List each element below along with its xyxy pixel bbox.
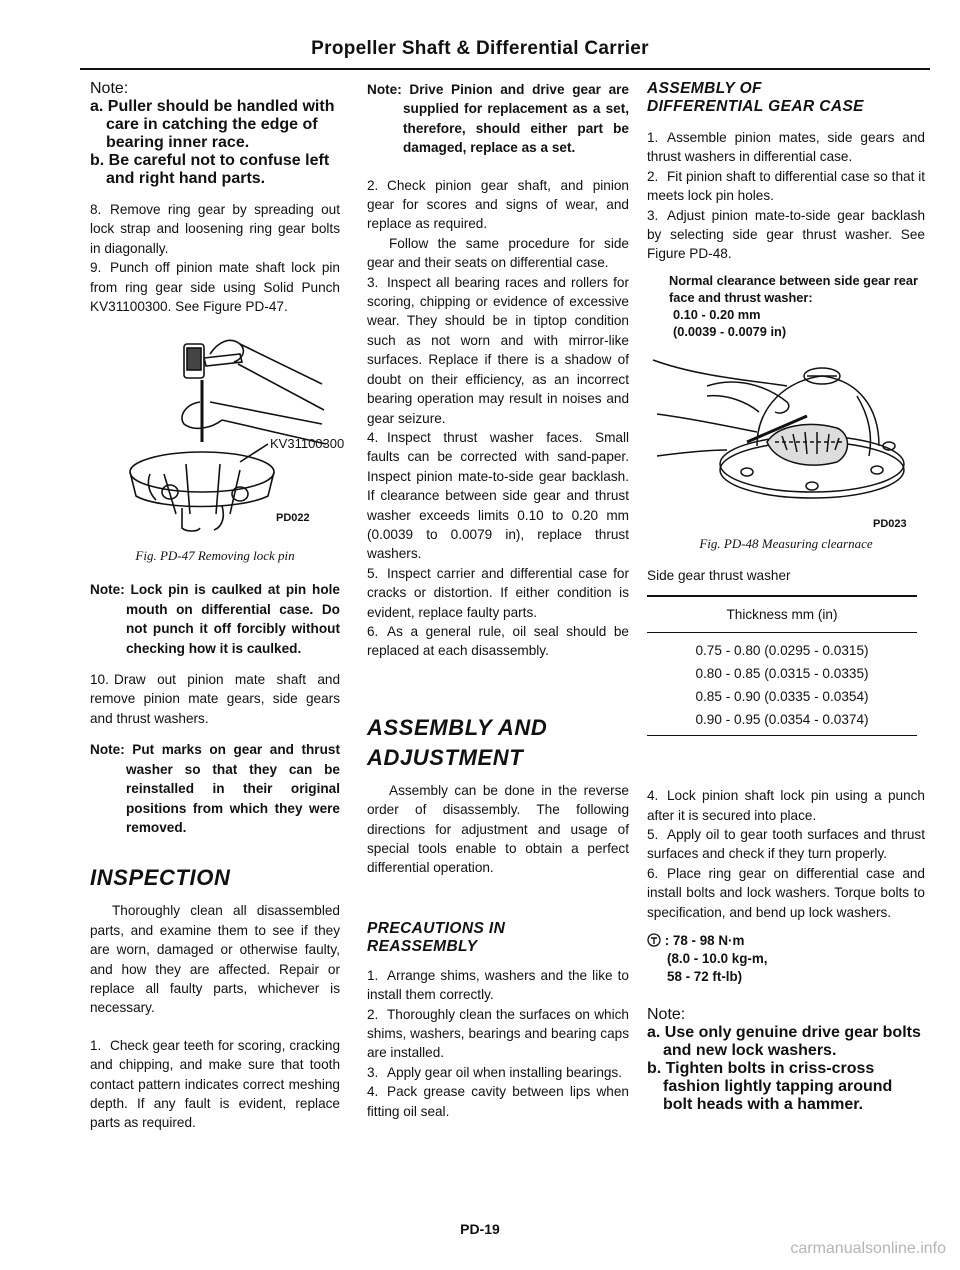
precaution-2 bbox=[367, 1005, 629, 1063]
step-number: 3. bbox=[647, 207, 659, 223]
step-number: 4. bbox=[647, 788, 659, 804]
watermark: carmanualsonline.info bbox=[790, 1240, 946, 1257]
figure-caption: Fig. PD-48 Measuring clearnace bbox=[699, 535, 873, 551]
note-label: Note: bbox=[647, 1006, 686, 1024]
step-text: Thoroughly clean the surfaces on which shims, washers, bearings and bearing caps are installed. bbox=[367, 1006, 629, 1061]
step-text: Apply oil to gear tooth surfaces and thrust surfaces and check if they turn properly. bbox=[647, 827, 925, 862]
header-rule bbox=[80, 68, 930, 70]
gear-case-step-5 bbox=[647, 825, 925, 864]
note-puller bbox=[90, 80, 340, 188]
clearance-spec bbox=[647, 272, 925, 340]
figure-pd48 bbox=[647, 346, 925, 556]
column-left bbox=[90, 80, 345, 1133]
figure-pd47 bbox=[90, 324, 345, 564]
clearance-spec-label: Normal clearance between side gear rear face and thrust washer: bbox=[669, 272, 918, 305]
torque-value: : 78 - 98 N·m bbox=[664, 933, 745, 949]
precautions-title bbox=[367, 920, 629, 956]
page-number: PD-19 bbox=[460, 1221, 500, 1237]
inspection-title: INSPECTION bbox=[90, 865, 231, 891]
table-header: Thickness mm (in) bbox=[647, 596, 917, 633]
step-number: 4. bbox=[367, 429, 379, 445]
step-number: 8. bbox=[90, 202, 102, 217]
measuring-clearance-illustration bbox=[647, 346, 917, 516]
assembly-intro: Assembly can be done in the reverse order of disassembly. The following directions for adjustment and usage of special tools enable to obtain a perfect differential operation. bbox=[367, 782, 629, 876]
step-number: 3. bbox=[367, 274, 379, 290]
note-item-b bbox=[647, 1060, 925, 1114]
precautions-title-line-1: PRECAUTIONS IN bbox=[367, 919, 506, 937]
gear-case-title bbox=[647, 80, 925, 116]
step-number: 2. bbox=[367, 177, 379, 193]
step-number: 2. bbox=[647, 168, 659, 184]
column-right bbox=[647, 80, 925, 1126]
inspection-step-5 bbox=[367, 564, 629, 622]
gear-case-step-1 bbox=[647, 128, 925, 167]
step-number: 6. bbox=[647, 865, 659, 881]
torque-spec bbox=[647, 932, 925, 986]
note-item-a bbox=[90, 98, 340, 152]
step-text: Draw out pinion mate shaft and remove pinion mate gears, side gears and thrust washers. bbox=[90, 672, 340, 726]
note-lock-pin: Note: Lock pin is caulked at pin hole mouth on differential case. Do not punch it off forcibly without checking how it is caulked. bbox=[90, 582, 340, 656]
step-text: Pack grease cavity between lips when fitting oil seal. bbox=[367, 1084, 629, 1119]
inspection-step-3 bbox=[367, 273, 629, 428]
washer-thickness-table bbox=[647, 595, 917, 736]
torque-spec-line-1 bbox=[647, 932, 925, 950]
figure-caption: Fig. PD-47 Removing lock pin bbox=[135, 548, 295, 564]
gear-case-title-line-1: ASSEMBLY OF bbox=[647, 80, 762, 97]
figure-code: PD022 bbox=[276, 512, 310, 525]
note-item-a bbox=[647, 1024, 925, 1060]
table-row bbox=[647, 662, 917, 685]
note-item-letter: b. bbox=[90, 152, 105, 169]
assembly-title-line-2: ADJUSTMENT bbox=[367, 744, 524, 770]
note-item-letter: a. bbox=[647, 1024, 661, 1042]
step-text: Inspect carrier and differential case for cracks or distortion. If either condition is evident, replace faulty parts. bbox=[367, 565, 629, 620]
precaution-4 bbox=[367, 1082, 629, 1121]
note-item-letter: a. bbox=[90, 98, 104, 115]
gear-case-step-4 bbox=[647, 786, 925, 825]
washer-table-title: Side gear thrust washer bbox=[647, 567, 791, 583]
note-label: Note: bbox=[90, 80, 129, 97]
step-text: Arrange shims, washers and the like to install them correctly. bbox=[367, 967, 629, 1003]
step-text: Apply gear oil when installing bearings. bbox=[387, 1064, 623, 1080]
inspection-intro: Thoroughly clean all disassembled parts, and examine them to see if they are worn, damaged or otherwise faulty, and how they are affected. Repair or replace all faulty parts, whichever is necessary. bbox=[90, 903, 340, 1016]
step-number: 2. bbox=[367, 1006, 379, 1022]
step-number: 4. bbox=[367, 1084, 379, 1100]
table-row bbox=[647, 685, 917, 708]
note-item-b bbox=[90, 152, 340, 188]
step-text: Place ring gear on differential case and install bolts and lock washers. Torque bolts to specification, and bend up lock washers. bbox=[647, 865, 925, 920]
gear-case-title-line-2: DIFFERENTIAL GEAR CASE bbox=[647, 98, 864, 115]
step-10 bbox=[90, 670, 340, 728]
note-item-text: Use only genuine drive gear bolts and new lock washers. bbox=[663, 1024, 921, 1060]
assembly-title-line-1: ASSEMBLY AND bbox=[367, 714, 548, 740]
table-row bbox=[647, 708, 917, 736]
clearance-spec-mm: 0.10 - 0.20 mm bbox=[673, 306, 761, 322]
gear-case-step-6 bbox=[647, 864, 925, 922]
inspection-step-2 bbox=[367, 176, 629, 234]
note-item-text: Tighten bolts in criss-cross fashion lightly tapping around bolt heads with a hammer. bbox=[663, 1060, 893, 1114]
precaution-1 bbox=[367, 966, 629, 1005]
page-header: Propeller Shaft & Differential Carrier bbox=[311, 38, 649, 59]
table-cell: 0.75 - 0.80 (0.0295 - 0.0315) bbox=[695, 643, 869, 659]
torque-wrench-icon bbox=[647, 933, 661, 947]
tool-number-label: KV31100300 bbox=[270, 436, 345, 452]
gear-case-step-3 bbox=[647, 206, 925, 264]
precautions-title-line-2: REASSEMBLY bbox=[367, 937, 478, 955]
step-number: 9. bbox=[90, 260, 102, 276]
assembly-title bbox=[367, 713, 629, 773]
step-text: Check gear teeth for scoring, cracking and chipping, and make sure that tooth contact pattern indicates correct meshing depth. If any fault is evident, replace parts as required. bbox=[90, 1037, 340, 1131]
step-number: 6. bbox=[367, 623, 379, 639]
inspection-step-6 bbox=[367, 622, 629, 661]
figure-code: PD023 bbox=[873, 517, 907, 530]
torque-spec-line-2: (8.0 - 10.0 kg-m, bbox=[667, 951, 768, 967]
step-8 bbox=[90, 200, 340, 258]
step-number: 3. bbox=[367, 1064, 379, 1080]
step-number: 1. bbox=[647, 130, 659, 145]
step-text: Check pinion gear shaft, and pinion gear for scores and signs of wear, and replace as required. bbox=[367, 177, 629, 232]
note-item-letter: b. bbox=[647, 1060, 662, 1078]
table-cell: 0.85 - 0.90 (0.0335 - 0.0354) bbox=[695, 689, 869, 705]
step-number: 10. bbox=[90, 672, 109, 688]
table-cell: 0.90 - 0.95 (0.0354 - 0.0374) bbox=[647, 708, 917, 736]
inspection-step-4 bbox=[367, 428, 629, 564]
step-text: Inspect thrust washer faces. Small faults can be corrected with sand-paper. Inspect pinion mate-to-side gear backlash. If clearance between side gear and thrust washer exceeds limits 0.10 to 0.20 mm (0.0039 to 0.0079 in), replace thrust washers. bbox=[367, 429, 629, 562]
step-text: Inspect all bearing races and rollers for scoring, chipping or evidence of excessive wear. They should be in tiptop condition such as not worn and with mirror-like surfaces. Replace if there is a shadow of doubt on their efficiency, as an incorrect bearing operation may result in noises and gear seizure. bbox=[367, 274, 629, 426]
note-drive-pinion: Note: Drive Pinion and drive gear are supplied for replacement as a set, therefore, should either part be damaged, replace as a set. bbox=[367, 82, 629, 156]
step-9 bbox=[90, 258, 340, 316]
step-number: 1. bbox=[90, 1037, 102, 1053]
lock-pin-removal-illustration bbox=[90, 324, 340, 534]
step-text: Punch off pinion mate shaft lock pin from ring gear side using Solid Punch KV31100300. See Figure PD-47. bbox=[90, 260, 340, 315]
precaution-3 bbox=[367, 1063, 629, 1082]
note-item-text: Puller should be handled with care in catching the edge of bearing inner race. bbox=[106, 98, 335, 151]
step-text: Remove ring gear by spreading out lock strap and loosening ring gear bolts in diagonally. bbox=[90, 202, 340, 256]
step-text: Lock pinion shaft lock pin using a punch after it is secured into place. bbox=[647, 788, 925, 823]
step-number: 5. bbox=[367, 565, 379, 581]
table-row bbox=[647, 633, 917, 663]
step-text: As a general rule, oil seal should be replaced at each disassembly. bbox=[367, 623, 629, 659]
step-text: Assemble pinion mates, side gears and thrust washers in differential case. bbox=[647, 130, 925, 165]
step-number: 5. bbox=[647, 827, 659, 843]
gear-case-steps-continued bbox=[647, 786, 925, 922]
step-number: 1. bbox=[367, 967, 379, 983]
clearance-spec-in: (0.0039 - 0.0079 in) bbox=[673, 323, 787, 339]
step-text: Fit pinion shaft to differential case so that it meets lock pin holes. bbox=[647, 168, 925, 204]
note-marks: Note: Put marks on gear and thrust washer so that they can be reinstalled in their original positions from which they were removed. bbox=[90, 742, 340, 835]
column-middle bbox=[367, 80, 629, 1121]
inspection-step-1 bbox=[90, 1036, 340, 1133]
gear-case-step-2 bbox=[647, 167, 925, 206]
torque-spec-line-3: 58 - 72 ft-lb) bbox=[667, 969, 743, 985]
inspection-step-2-continued: Follow the same procedure for side gear and their seats on differential case. bbox=[367, 235, 629, 271]
step-text: Adjust pinion mate-to-side gear backlash by selecting side gear thrust washer. See Figure PD-48. bbox=[647, 207, 925, 262]
note-item-text: Be careful not to confuse left and right hand parts. bbox=[106, 152, 330, 187]
table-cell: 0.80 - 0.85 (0.0315 - 0.0335) bbox=[695, 666, 869, 682]
note-bolts bbox=[647, 1006, 925, 1114]
